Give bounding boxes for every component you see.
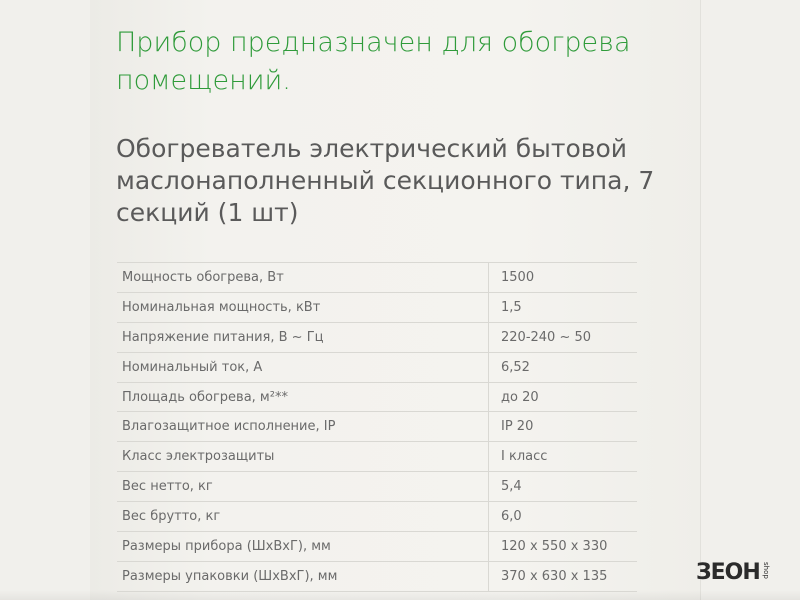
spec-value: 1,5 [489,292,638,322]
spec-label: Вес брутто, кг [122,509,221,525]
spec-label: Номинальная мощность, кВт [122,299,321,315]
watermark-text: ЗЕОН [696,560,760,585]
spec-label: Площадь обогрева, м²** [122,389,288,405]
panel-edge [700,0,701,600]
table-row [117,412,637,442]
spec-value: I класс [489,442,638,472]
spec-value: 5,4 [489,472,638,502]
table-row [117,472,637,502]
spec-value: IP 20 [489,412,638,442]
spec-value: 370 x 630 x 135 [489,561,638,591]
table-row [117,292,637,322]
table-row [117,322,637,352]
table-row [117,502,637,532]
spec-value: 1500 [489,263,638,293]
spec-label: Класс электрозащиты [122,449,275,465]
table-row [117,561,637,591]
spec-label: Размеры упаковки (ШхВхГ), мм [122,568,338,584]
spec-value: 120 x 550 x 330 [489,532,638,562]
spec-label: Вес нетто, кг [122,479,213,495]
spec-value: 6,0 [489,502,638,532]
spec-label: Номинальный ток, А [122,359,263,375]
table-row [117,263,637,293]
spec-table [117,262,637,592]
purpose-note: Прибор предназначен для обогрева помещений. [116,27,631,96]
watermark-suffix: shop [761,562,770,579]
spec-label: Мощность обогрева, Вт [122,269,284,285]
table-row [117,382,637,412]
product-title: Обогреватель электрический бытовой маслонаполненный секционного типа, 7 секций (1 шт) [116,134,655,227]
spec-label: Влагозащитное исполнение, IP [122,419,336,435]
spec-value: 6,52 [489,352,638,382]
spec-value: 220-240 ~ 50 [489,322,638,352]
watermark-logo [696,560,770,586]
spec-label: Размеры прибора (ШхВхГ), мм [122,538,331,554]
table-row [117,352,637,382]
spec-value: до 20 [489,382,638,412]
table-row [117,532,637,562]
table-row [117,442,637,472]
spec-label: Напряжение питания, В ~ Гц [122,329,324,345]
